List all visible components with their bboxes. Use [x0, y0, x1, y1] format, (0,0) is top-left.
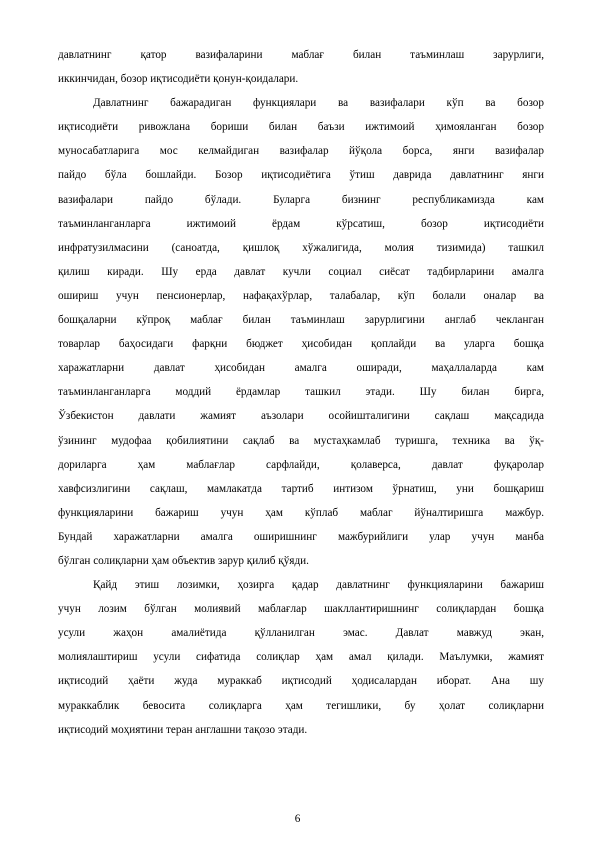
text-line: учун лозим бўлган молиявий маблағлар шакллантиришнинг солиқлардан бошқа	[58, 603, 544, 616]
text-line: иқтисодиёти ривожлана бориши билан баъзи ижтимоий ҳимояланган бозор	[58, 121, 544, 134]
text-line: товарлар баҳосидаги фарқни бюджет ҳисобидан қоплайди ва уларга бошқа	[58, 338, 544, 351]
text-line: Давлатнинг бажарадиган функциялари ва вазифалари кўп ва бозор	[93, 97, 544, 110]
paragraph	[58, 91, 544, 573]
text-line: инфратузилмасини (саноатда, қишлоқ хўжалигида, молия тизимида) ташкил	[58, 241, 544, 254]
text-line: таъминланганларга моддий ёрдамлар ташкил этади. Шу билан бирга,	[58, 386, 544, 399]
text-line: бўлган солиқларни ҳам объектив зарур қилиб қўяди.	[58, 554, 309, 567]
text-line: иқтисодий моҳиятини теран англашни тақозо этади.	[58, 723, 308, 736]
text-line: пайдо бўла бошлайди. Бозор иқтисодиётига ўтиш даврида давлатнинг янги	[58, 169, 544, 182]
text-line: давлатнинг қатор вазифаларини маблағ билан таъминлаш зарурлиги,	[58, 49, 544, 61]
text-line: қилиш киради. Шу ерда давлат кучли социал сиёсат тадбирларини амалга	[58, 265, 544, 278]
body-text	[58, 43, 544, 742]
text-line: молиялаштириш усули сифатида солиқлар ҳам амал қилади. Маълумки, жамият	[58, 651, 544, 664]
paragraph	[58, 43, 544, 91]
paragraph	[58, 573, 544, 742]
text-line: бошқаларни кўпроқ маблағ билан таъминлаш зарурлигини англаб чекланган	[58, 314, 544, 327]
text-line: мураккаблик бевосита солиқларга ҳам тегишлики, бу ҳолат солиқларни	[58, 699, 544, 712]
text-line: иккинчидан, бозор иқтисодиёти қонун-қоидалари.	[58, 73, 299, 86]
text-line: муносабатларига мос келмайдиган вазифалар йўқола борса, янги вазифалар	[58, 145, 544, 158]
text-line: таъминланганларга ижтимоий ёрдам кўрсатиш, бозор иқтисодиёти	[58, 217, 544, 230]
text-line: ўзининг мудофаа қобилиятини сақлаб ва мустаҳкамлаб туришга, техника ва ўқ-	[58, 434, 544, 447]
text-line: ошириш учун пенсионерлар, нафақахўрлар, талабалар, кўп болали оналар ва	[58, 289, 544, 302]
text-line: Ўзбекистон давлати жамият аъзолари осойишталигини сақлаш мақсадида	[58, 410, 544, 423]
text-line: вазифалари пайдо бўлади. Буларга бизнинг республикамизда кам	[58, 193, 544, 206]
text-line: иқтисодий ҳаёти жуда мураккаб иқтисодий ҳодисалардан иборат. Ана шу	[58, 675, 544, 688]
text-line: харажатларни давлат ҳисобидан амалга оширади, маҳаллаларда кам	[58, 362, 544, 375]
text-line: усули жаҳон амалиётида қўлланилган эмас. Давлат мавжуд экан,	[58, 627, 544, 640]
text-line: дориларга ҳам маблағлар сарфлайди, қолаверса, давлат фуқаролар	[58, 458, 544, 471]
text-line: функцияларини бажариш учун ҳам кўплаб маблаг йўналтиришга мажбур.	[58, 506, 544, 519]
page-number: 6	[294, 813, 301, 825]
text-line: Бундай харажатларни амалга оширишнинг мажбурийлиги улар учун манба	[58, 530, 544, 543]
text-line: Қайд этиш лозимки, ҳозирга қадар давлатнинг функцияларини бажариш	[93, 579, 544, 592]
text-line: хавфсизлигини сақлаш, мамлакатда тартиб интизом ўрнатиш, уни бошқариш	[58, 482, 544, 495]
